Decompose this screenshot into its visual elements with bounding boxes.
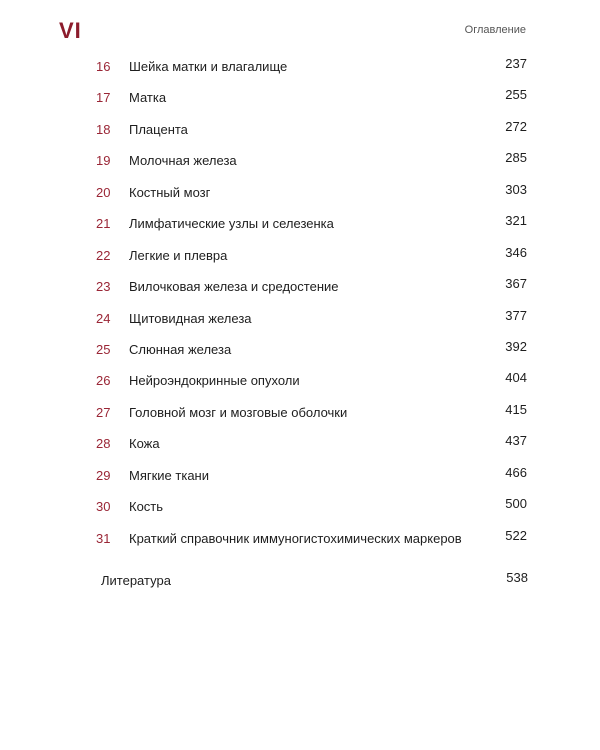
chapter-title: Кожа xyxy=(129,436,160,452)
chapter-title: Вилочковая железа и средостение xyxy=(129,279,339,295)
table-of-contents xyxy=(0,56,600,562)
chapter-page: 404 xyxy=(505,370,527,386)
bibliography-entry[interactable] xyxy=(0,571,600,591)
chapter-number: 30 xyxy=(96,499,111,515)
chapter-page: 415 xyxy=(505,401,527,417)
chapter-page: 500 xyxy=(505,496,527,512)
toc-entry[interactable] xyxy=(0,56,600,90)
chapter-page: 466 xyxy=(505,464,527,480)
toc-entry[interactable] xyxy=(0,181,600,216)
toc-entry[interactable] xyxy=(0,87,600,121)
chapter-title: Щитовидная железа xyxy=(129,310,252,326)
chapter-title: Слюнная железа xyxy=(129,341,232,357)
chapter-page: 377 xyxy=(505,307,527,323)
bibliography-title: Литература xyxy=(101,573,171,588)
chapter-page: 392 xyxy=(505,338,527,354)
chapter-title: Молочная железа xyxy=(129,153,237,169)
chapter-number: 17 xyxy=(96,90,111,106)
chapter-page: 437 xyxy=(505,433,527,449)
chapter-page: 346 xyxy=(505,244,527,260)
toc-entry[interactable] xyxy=(0,496,600,530)
chapter-number: 21 xyxy=(96,216,111,232)
chapter-number: 20 xyxy=(96,184,111,200)
bibliography-page: 538 xyxy=(506,570,528,585)
chapter-number: 28 xyxy=(96,436,111,452)
toc-entry[interactable] xyxy=(0,370,600,404)
chapter-title: Мягкие ткани xyxy=(129,467,209,483)
chapter-number: 18 xyxy=(96,121,111,137)
chapter-title: Матка xyxy=(129,90,167,106)
chapter-title: Головной мозг и мозговые оболочки xyxy=(129,404,348,420)
chapter-title: Лимфатические узлы и селезенка xyxy=(129,216,334,232)
chapter-title: Нейроэндокринные опухоли xyxy=(129,373,300,389)
chapter-title: Краткий справочник иммуногистохимических маркеров xyxy=(129,530,462,546)
chapter-number: 26 xyxy=(96,373,111,389)
chapter-page: 285 xyxy=(505,150,527,166)
chapter-title: Кость xyxy=(129,499,164,515)
toc-entry[interactable] xyxy=(0,527,600,562)
chapter-page: 237 xyxy=(505,56,527,71)
chapter-number: 22 xyxy=(96,247,111,263)
chapter-page: 522 xyxy=(505,527,527,543)
toc-entry[interactable] xyxy=(0,307,600,342)
chapter-number: 25 xyxy=(96,341,111,357)
chapter-number: 27 xyxy=(96,404,111,420)
toc-entry[interactable] xyxy=(0,401,600,436)
chapter-number: 31 xyxy=(96,530,111,546)
toc-entry[interactable] xyxy=(0,276,600,310)
chapter-page: 272 xyxy=(505,118,527,134)
toc-entry[interactable] xyxy=(0,150,600,184)
chapter-page: 367 xyxy=(505,276,527,292)
chapter-title: Шейка матки и влагалище xyxy=(129,59,288,74)
chapter-page: 303 xyxy=(505,181,527,197)
chapter-number: 23 xyxy=(96,279,111,295)
chapter-number: 29 xyxy=(96,467,111,483)
toc-entry[interactable] xyxy=(0,244,600,279)
chapter-number: 16 xyxy=(96,59,111,74)
toc-entry[interactable] xyxy=(0,338,600,373)
chapter-title: Плацента xyxy=(129,121,188,137)
section-title: Оглавление xyxy=(464,24,526,36)
chapter-number: 19 xyxy=(96,153,111,169)
chapter-number: 24 xyxy=(96,310,111,326)
toc-entry[interactable] xyxy=(0,213,600,247)
chapter-page: 321 xyxy=(505,213,527,229)
chapter-page: 255 xyxy=(505,87,527,103)
page-number: VI xyxy=(59,18,82,43)
chapter-title: Костный мозг xyxy=(129,184,211,200)
toc-entry[interactable] xyxy=(0,464,600,499)
toc-entry[interactable] xyxy=(0,118,600,153)
chapter-title: Легкие и плевра xyxy=(129,247,228,263)
toc-entry[interactable] xyxy=(0,433,600,467)
